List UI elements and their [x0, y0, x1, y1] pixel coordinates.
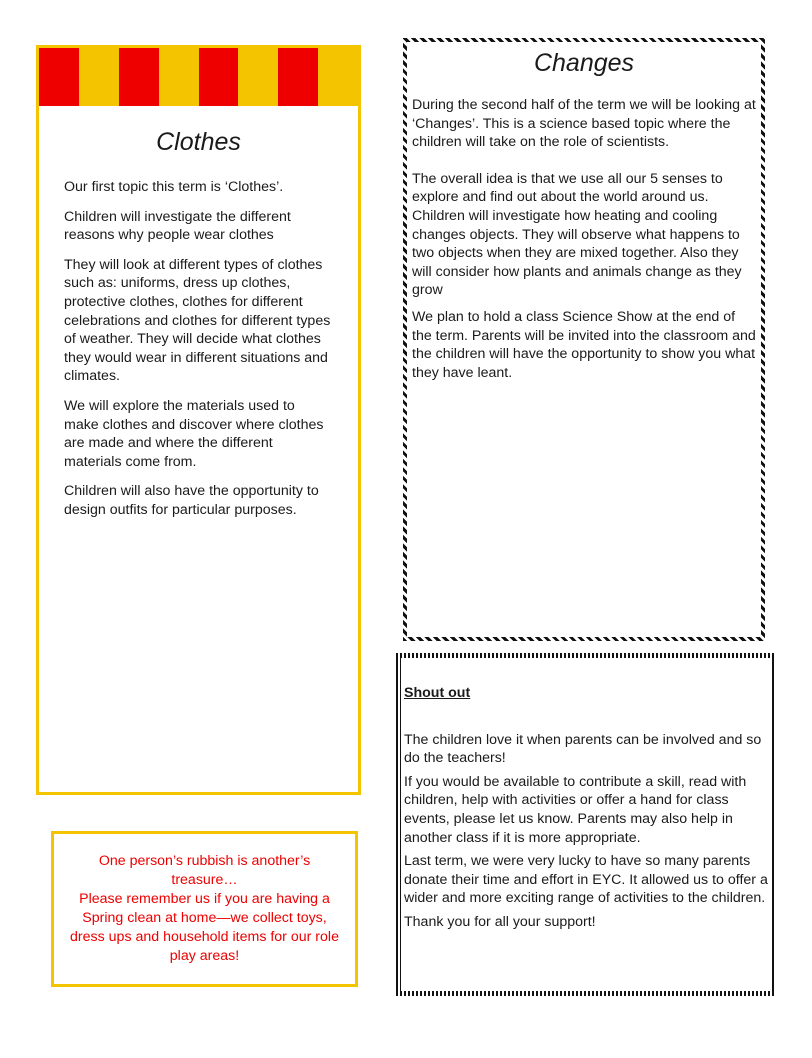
banner-stripe-yellow	[238, 48, 278, 106]
changes-paragraph: During the second half of the term we will be looking at ‘Changes’. This is a science based topic where the children will take on the role of scientists.	[412, 97, 756, 151]
banner-stripe-yellow	[159, 48, 199, 106]
shout-out-paragraph: Thank you for all your support!	[404, 913, 596, 930]
shout-out-panel	[396, 653, 776, 996]
shout-out-paragraph: The children love it when parents can be involved and so do the teachers!	[404, 731, 762, 767]
shout-out-paragraph: If you would be available to contribute a skill, read with children, help with activities or offer a hand for class events, please let us know. Parents may also help in another class if it is more appropriate.	[404, 773, 747, 846]
shout-out-paragraph: Last term, we were very lucky to have so many parents donate their time and effort in EYC. It allowed us to offer a wider and more exciting range of activities to the children.	[404, 853, 768, 907]
changes-panel	[403, 38, 765, 641]
clothes-paragraph: Children will also have the opportunity to design outfits for particular purposes.	[64, 483, 319, 518]
striped-banner	[39, 48, 358, 106]
clothes-paragraph: Our first topic this term is ‘Clothes’.	[64, 179, 284, 195]
rubbish-note-line: One person’s rubbish is another’s treasure…	[98, 853, 311, 888]
banner-stripe-red	[119, 48, 159, 106]
clothes-paragraph: Children will investigate the different reasons why people wear clothes	[64, 208, 291, 244]
changes-title: Changes	[533, 49, 635, 77]
banner-stripe-red	[199, 48, 239, 106]
rubbish-note-line: Please remember us if you are having a Spring clean at home—we collect toys, dress ups and household items for our role play areas!	[70, 891, 339, 964]
clothes-panel	[36, 45, 361, 795]
banner-stripe-yellow	[79, 48, 119, 106]
banner-stripe-yellow	[318, 48, 358, 106]
shout-out-heading: Shout out	[404, 685, 471, 701]
rubbish-note-text	[64, 852, 345, 966]
rubbish-note-box	[51, 831, 358, 987]
clothes-paragraph: We will explore the materials used to make clothes and discover where clothes are made and where the different materials come from.	[64, 397, 324, 470]
changes-paragraph: We plan to hold a class Science Show at the end of the term. Parents will be invited into the classroom and the children will have the opportunity to show you what they have leant.	[412, 308, 756, 381]
clothes-title: Clothes	[156, 128, 241, 156]
clothes-body	[64, 178, 332, 531]
changes-body	[412, 96, 757, 400]
shout-out-body	[404, 684, 771, 937]
banner-stripe-red	[278, 48, 318, 106]
changes-paragraph: The overall idea is that we use all our 5 senses to explore and find out about the world around us. Children will investigate how heating and cooling changes objects. They will observe what happens to two objects when they are mixed together. Also they will consider how plants and animals change as they grow	[412, 170, 742, 299]
banner-stripe-red	[39, 48, 79, 106]
clothes-paragraph: They will look at different types of clothes such as: uniforms, dress up clothes, protective clothes, clothes for different celebrations and clothes for different types of weather. They will decide what clothes they would wear in different situations and climates.	[64, 256, 331, 385]
